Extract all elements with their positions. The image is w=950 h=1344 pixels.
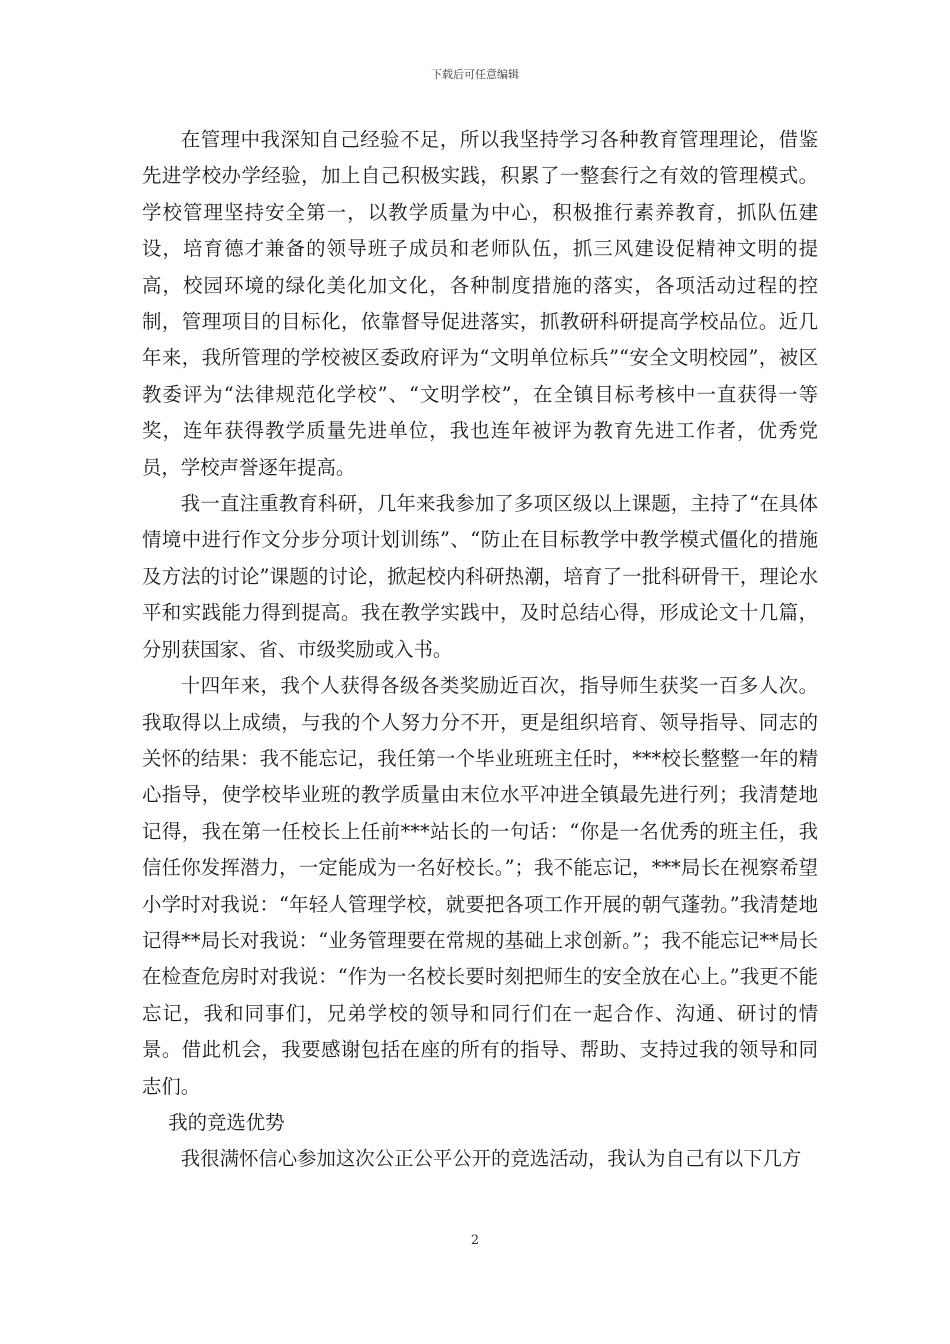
document-body [142,122,818,1178]
page-number: 2 [470,1233,480,1248]
section-heading: 我的竞选优势 [168,1110,285,1134]
page-header: 下载后可任意编辑 [431,68,519,81]
paragraph-advantages: 我很满怀信心参加这次公正公平公开的竞选活动，我认为自己有以下几方 [180,1147,802,1171]
paragraph-awards: 十四年来，我个人获得各级各类奖励近百次，指导师生获奖一百多人次。我取得以上成绩，与我的个人努力分不开，更是组织培育、领导指导、同志的关怀的结果：我不能忘记，我任第一个毕业班班主任时，***校长整整一年的精心指导，使学校毕业班的教学质量由末位水平冲进全镇最先进行列；我清楚地记得，我在第一任校长上任前***站长的一句话：“你是一名优秀的班主任，我信任你发挥潜力，一定能成为一名好校长。”；我不能忘记，***局长在视察希望小学时对我说：“年轻人管理学校，就要把各项工作开展的朝气蓬勃。”我清楚地记得**局长对我说：“业务管理要在常规的基础上求创新。”；我不能忘记**局长在检查危房时对我说：“作为一名校长要时刻把师生的安全放在心上。”我更不能忘记，我和同事们，兄弟学校的领导和同行们在一起合作、沟通、研讨的情景。借此机会，我要感谢包括在座的所有的指导、帮助、支持过我的领导和同志们。 [142,674,818,1098]
paragraph-research: 我一直注重教育科研，几年来我参加了多项区级以上课题，主持了“在具体情境中进行作文分步分项计划训练”、“防止在目标教学中教学模式僵化的措施及方法的讨论”课题的讨论，掀起校内科研热潮，培育了一批科研骨干，理论水平和实践能力得到提高。我在教学实践中，及时总结心得，形成论文十几篇，分别获国家、省、市级奖励或入书。 [142,492,818,661]
paragraph-management: 在管理中我深知自己经验不足，所以我坚持学习各种教育管理理论，借鉴先进学校办学经验，加上自己积极实践，积累了一整套行之有效的管理模式。学校管理坚持安全第一，以教学质量为中心，积极推行素养教育，抓队伍建设，培育德才兼备的领导班子成员和老师队伍，抓三风建设促精神文明的提高，校园环境的绿化美化加文化，各种制度措施的落实，各项活动过程的控制，管理项目的目标化，依靠督导促进落实，抓教研科研提高学校品位。近几年来，我所管理的学校被区委政府评为“文明单位标兵”“安全文明校园”，被区教委评为“法律规范化学校”、“文明学校”，在全镇目标考核中一直获得一等奖，连年获得教学质量先进单位，我也连年被评为教育先进工作者，优秀党员，学校声誉逐年提高。 [142,128,818,479]
